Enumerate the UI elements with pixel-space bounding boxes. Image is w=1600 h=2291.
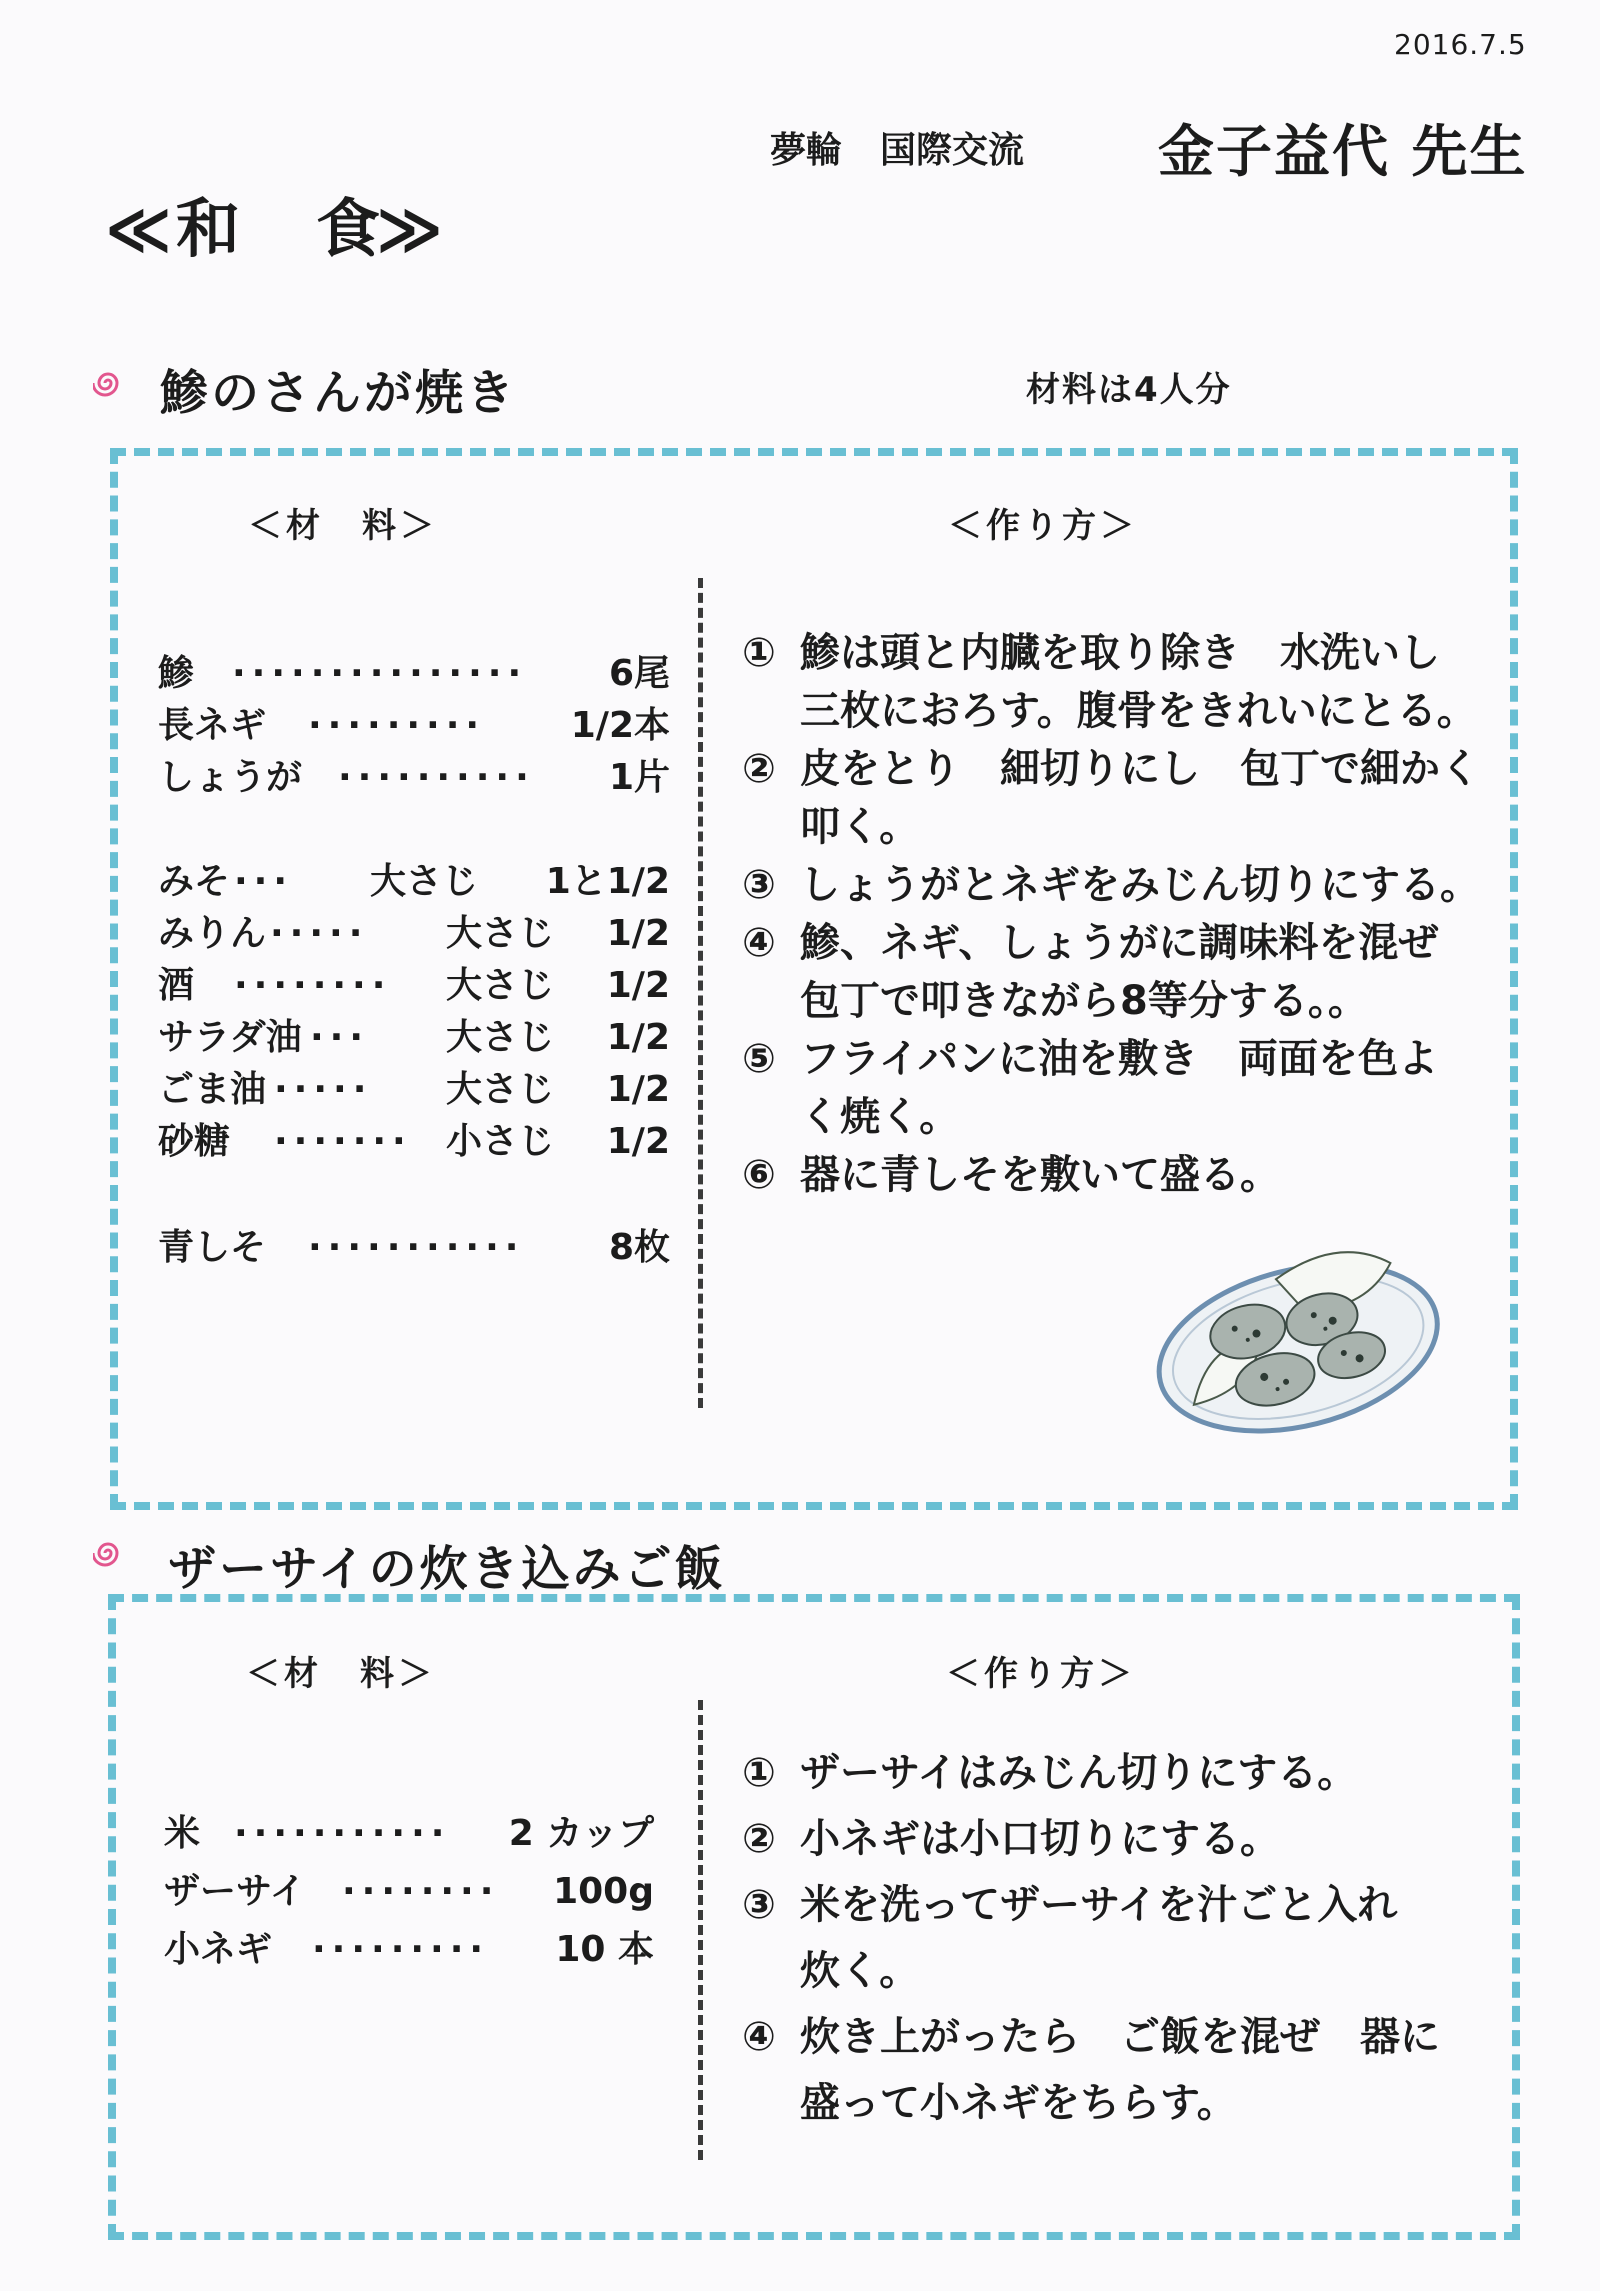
step-number: ①: [742, 1750, 776, 1796]
step-item: [742, 624, 1482, 740]
ingredient-quantity: 2 カップ: [508, 1813, 654, 1854]
serving-note: 材料は4人分: [1026, 370, 1232, 410]
ingredient-leader-dots: ·····: [270, 913, 369, 954]
ingredient-row: [158, 700, 670, 752]
step-number: ⑤: [742, 1036, 776, 1082]
step-text: 鯵は頭と内臓を取り除き 水洗いし 三枚におろす。腹骨をきれいにとる。: [800, 630, 1477, 734]
recipe1-divider: [698, 578, 703, 1408]
ingredient-row: [164, 1804, 654, 1864]
ingredient-quantity: 1/2本: [570, 705, 670, 746]
ingredient-row: [164, 1920, 654, 1980]
ingredient-unit: 大さじ: [446, 965, 555, 1006]
step-item: [742, 1740, 1482, 1806]
step-text: 炊き上がったら ご飯を混ぜ 器に 盛って小ネギをちらす。: [800, 2014, 1440, 2126]
step-number: ②: [742, 1816, 776, 1862]
ingredient-unit: 大さじ: [370, 861, 479, 902]
step-number: ③: [742, 862, 776, 908]
ingredient-leader-dots: ········: [234, 965, 392, 1006]
step-item: [742, 740, 1482, 856]
ingredient-name: 砂糖: [158, 1121, 231, 1162]
recipe1-ingredients-heading: ＜材 料＞: [248, 506, 438, 546]
date: 2016.7.5: [1394, 28, 1527, 61]
ingredient-name: 長ネギ: [158, 705, 267, 746]
ingredient-leader-dots: ···: [234, 861, 294, 902]
ingredient-quantity: 1片: [608, 757, 670, 798]
ingredient-unit: 大さじ: [446, 1017, 555, 1058]
ingredient-name: ごま油: [158, 1069, 267, 1110]
title-bracket-open: ≪: [105, 193, 176, 267]
ingredient-row: [158, 960, 670, 1012]
step-item: [742, 856, 1482, 914]
title-word-2: 食: [316, 193, 384, 267]
ingredient-leader-dots: ···············: [232, 653, 528, 694]
step-number: ④: [742, 2014, 776, 2060]
ingredient-name: ザーサイ: [164, 1871, 306, 1912]
step-text: 小ネギは小口切りにする。: [800, 1816, 1280, 1862]
ingredient-name: サラダ油: [158, 1017, 302, 1058]
step-number: ②: [742, 746, 776, 792]
ingredient-row: [158, 1222, 670, 1274]
step-item: [742, 1030, 1482, 1146]
ingredient-name: 酒: [158, 965, 195, 1006]
step-text: 鯵、ネギ、しょうがに調味料を混ぜ 包丁で叩きながら8等分する。。: [800, 920, 1439, 1024]
step-text: ザーサイはみじん切りにする。: [800, 1750, 1358, 1796]
recipe1-title: 鯵のさんが焼き: [160, 365, 518, 421]
recipe1-method-heading: ＜作り方＞: [948, 506, 1138, 546]
recipe1-ingredient-list: [158, 648, 670, 1288]
dish-illustration: [1142, 1228, 1452, 1458]
step-number: ③: [742, 1882, 776, 1928]
recipe2-divider: [698, 1700, 703, 2160]
ingredient-name: 青しそ: [158, 1227, 267, 1268]
ingredient-quantity: 10 本: [555, 1929, 654, 1970]
title-bracket-close: ≫: [376, 193, 447, 267]
ingredient-leader-dots: ··········: [338, 757, 535, 798]
ingredient-name: しょうが: [158, 757, 303, 798]
spiral-bullet-icon: [93, 1538, 123, 1568]
step-item: [742, 1806, 1482, 1872]
ingredient-leader-dots: ···········: [308, 1227, 525, 1268]
ingredient-name: 鯵: [158, 653, 195, 694]
ingredient-leader-dots: ·······: [274, 1121, 412, 1162]
ingredient-row: [158, 908, 670, 960]
step-item: [742, 2004, 1482, 2136]
ingredient-name: 小ネギ: [164, 1929, 273, 1970]
ingredient-unit: 大さじ: [446, 913, 555, 954]
ingredient-quantity: 8枚: [608, 1227, 670, 1268]
ingredient-row: [158, 752, 670, 804]
recipe2-ingredient-list: [164, 1804, 654, 1984]
main-title: [105, 178, 447, 270]
ingredient-quantity: 100g: [553, 1871, 654, 1912]
org-name-2: 国際交流: [880, 130, 1025, 171]
ingredient-name: みりん: [158, 913, 267, 954]
ingredient-row: [158, 1064, 670, 1116]
step-item: [742, 1146, 1482, 1204]
ingredient-row: [158, 856, 670, 908]
ingredient-unit: 大さじ: [446, 1069, 555, 1110]
spiral-bullet-icon: [93, 368, 123, 398]
recipe2-ingredients-heading: ＜材 料＞: [246, 1654, 436, 1694]
ingredient-row: [158, 648, 670, 700]
recipe2-steps: [742, 1740, 1482, 2140]
step-text: 器に青しそを敷いて盛る。: [800, 1152, 1280, 1198]
step-text: 米を洗ってザーサイを汁ごと入れ 炊く。: [800, 1882, 1398, 1994]
step-item: [742, 1872, 1482, 2004]
recipe2-method-heading: ＜作り方＞: [946, 1654, 1136, 1694]
recipe2-title: ザーサイの炊き込みご飯: [168, 1541, 726, 1597]
recipe1-steps: [742, 624, 1482, 1204]
ingredient-leader-dots: ········: [342, 1871, 500, 1912]
title-word-1: 和: [176, 193, 244, 267]
step-number: ④: [742, 920, 776, 966]
ingredient-quantity: 1/2: [606, 913, 670, 954]
ingredient-quantity: 1/2: [606, 965, 670, 1006]
ingredient-leader-dots: ·····: [274, 1069, 373, 1110]
org-name-1: 夢輪: [770, 130, 843, 171]
step-text: フライパンに油を敷き 両面を色よ く焼く。: [800, 1036, 1438, 1140]
ingredient-leader-dots: ·········: [308, 705, 486, 746]
ingredient-row: [164, 1862, 654, 1922]
ingredient-quantity: 6尾: [608, 653, 670, 694]
teacher-name: 金子益代 先生: [1158, 120, 1528, 185]
ingredient-quantity: 1/2: [606, 1121, 670, 1162]
organization: [770, 122, 1062, 173]
ingredient-leader-dots: ···········: [234, 1813, 451, 1854]
ingredient-name: みそ: [158, 861, 231, 902]
step-number: ①: [742, 630, 776, 676]
ingredient-quantity: 1/2: [606, 1017, 670, 1058]
step-text: しょうがとネギをみじん切りにする。: [800, 862, 1480, 908]
step-item: [742, 914, 1482, 1030]
ingredient-unit: 小さじ: [446, 1121, 555, 1162]
ingredient-quantity: 1/2: [606, 1069, 670, 1110]
ingredient-row: [158, 1116, 670, 1168]
ingredient-name: 米: [164, 1813, 201, 1854]
step-text: 皮をとり 細切りにし 包丁で細かく 叩く。: [800, 746, 1480, 850]
step-number: ⑥: [742, 1152, 776, 1198]
ingredient-leader-dots: ·········: [312, 1929, 490, 1970]
ingredient-row: [158, 1012, 670, 1064]
ingredient-leader-dots: ···: [310, 1017, 370, 1058]
ingredient-quantity: 1と1/2: [545, 861, 670, 902]
